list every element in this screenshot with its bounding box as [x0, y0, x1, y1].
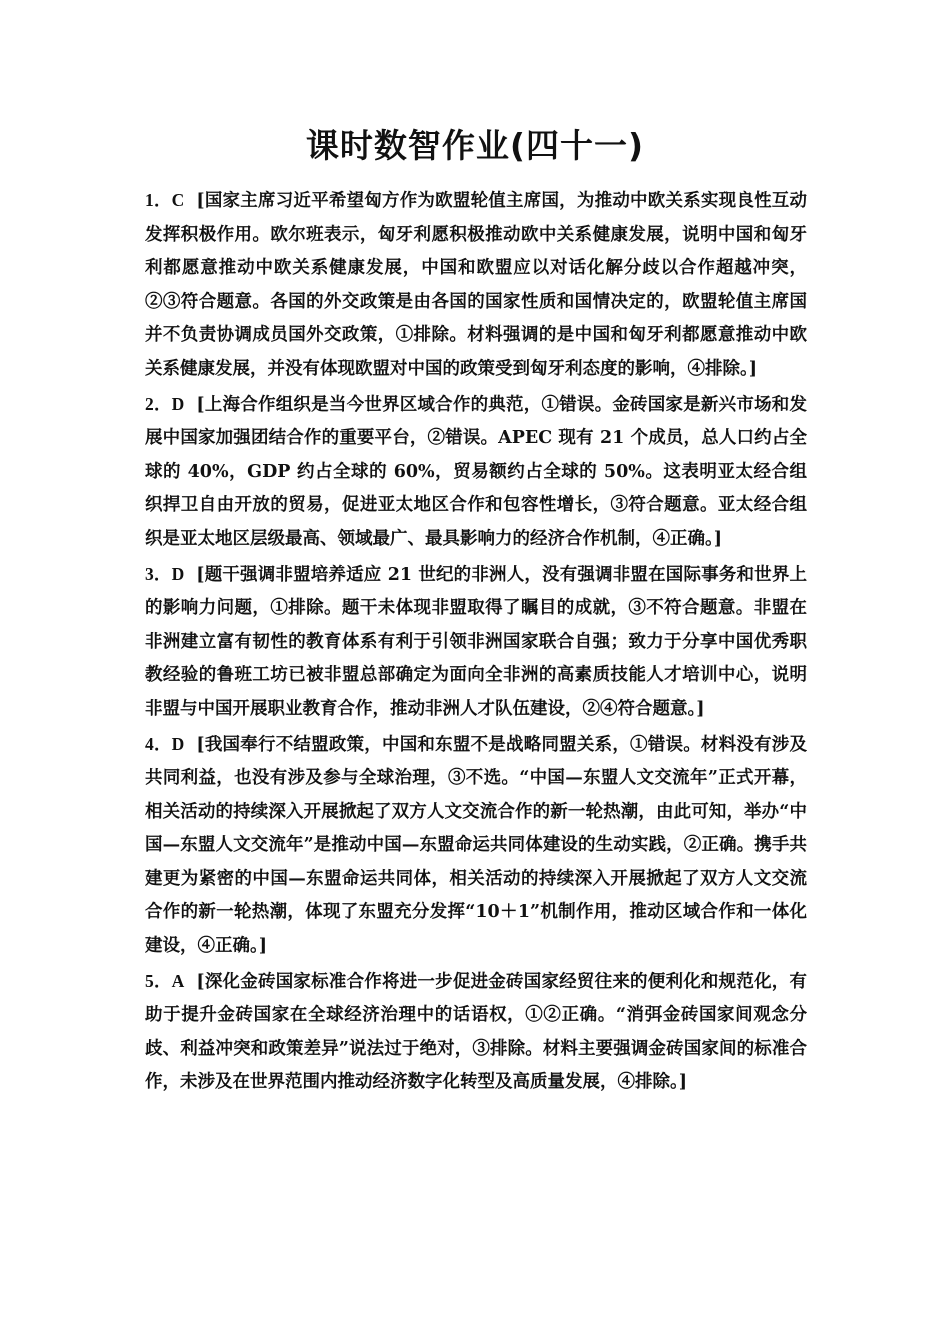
answer-item-2: [145, 388, 807, 557]
answer-explanation: [我国奉行不结盟政策，中国和东盟不是战略同盟关系，①错误。材料没有涉及共同利益，也没有涉及参与全球治理，③不选。“中国—东盟人文交流年”正式开幕，相关活动的持续深入开展掀起了双方人文交流合作的新一轮热潮，由此可知，举办“中国—东盟人文交流年”是推动中国—东盟命运共同体建设的生动实践，②正确。携手共建更为紧密的中国—东盟命运共同体，相关活动的持续深入开展掀起了双方人文交流合作的新一轮热潮，体现了东盟充分发挥“10＋1”机制作用，推动区域合作和一体化建设，④正确。]: [145, 734, 807, 957]
answer-number: 1．C: [145, 190, 185, 210]
answer-explanation: [国家主席习近平希望匈方作为欧盟轮值主席国，为推动中欧关系实现良性互动发挥积极作用。欧尔班表示，匈牙利愿积极推动欧中关系健康发展，说明中国和匈牙利都愿意推动中欧关系健康发展，中国和欧盟应以对话化解分歧以合作超越冲突，②③符合题意。各国的外交政策是由各国的国家性质和国情决定的，欧盟轮值主席国并不负责协调成员国外交政策，①排除。材料强调的是中国和匈牙利都愿意推动中欧关系健康发展，并没有体现欧盟对中国的政策受到匈牙利态度的影响，④排除。]: [145, 191, 807, 379]
answer-explanation: [上海合作组织是当今世界区域合作的典范，①错误。金砖国家是新兴市场和发展中国家加强团结合作的重要平台，②错误。APEC 现有 21 个成员，总人口约占全球的 40%，GDP 约占全球的 60%，贸易额约占全球的 50%。这表明亚太经合组织捍卫自由开放的贸易，促进亚太地区合作和包容性增长，③符合题意。亚太经合组织是亚太地区层级最高、领域最广、最具影响力的经济合作机制，④正确。]: [145, 394, 807, 549]
answer-item-3: [145, 558, 807, 727]
answer-explanation: [深化金砖国家标准合作将进一步促进金砖国家经贸往来的便利化和规范化，有助于提升金砖国家在全球经济治理中的话语权，①②正确。“消弭金砖国家间观念分歧、利益冲突和政策差异”说法过于绝对，③排除。材料主要强调金砖国家间的标准合作，未涉及在世界范围内推动经济数字化转型及高质量发展，④排除。]: [145, 971, 807, 1093]
answer-number: 3．D: [145, 563, 185, 584]
answer-item-5: [145, 965, 807, 1100]
answer-item-1: [145, 184, 807, 387]
answer-explanation: [题干强调非盟培养适应 21 世纪的非洲人，没有强调非盟在国际事务和世界上的影响力问题，①排除。题干未体现非盟取得了瞩目的成就，③不符合题意。非盟在非洲建立富有韧性的教育体系有利于引领非洲国家联合自强；致力于分享中国优秀职教经验的鲁班工坊已被非盟总部确定为面向全非洲的高素质技能人才培训中心，说明非盟与中国开展职业教育合作，推动非洲人才队伍建设，②④符合题意。]: [145, 564, 807, 719]
answer-list: [145, 184, 807, 1101]
answer-number: 2．D: [145, 393, 185, 414]
answer-number: 5．A: [145, 970, 185, 991]
answer-number: 4．D: [145, 733, 185, 754]
answer-item-4: [145, 728, 807, 964]
page-title: 课时数智作业(四十一): [305, 126, 645, 165]
